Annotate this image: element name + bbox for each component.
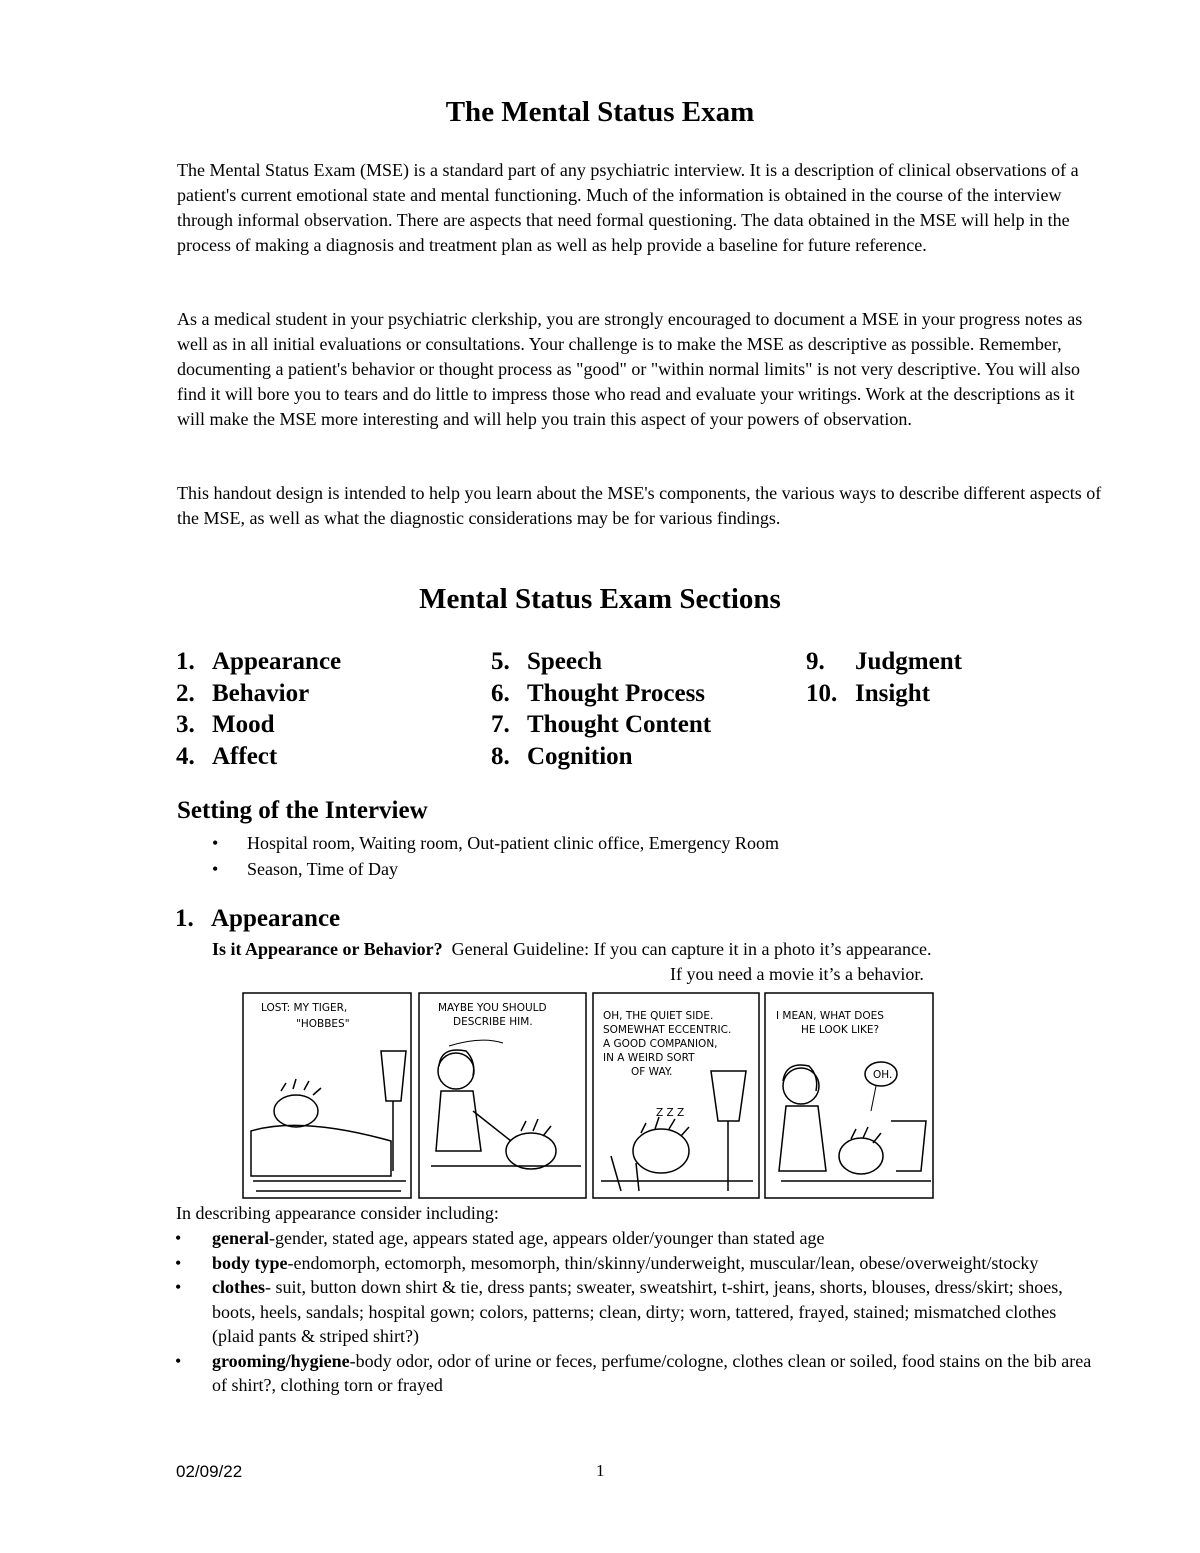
handout-paragraph: This handout design is intended to help you learn about the MSE's components, the various ways to describe different aspects of the MSE, as well as what the diagnostic considerations may be for various findings. <box>177 483 1102 528</box>
sections-title: Mental Status Exam Sections <box>419 583 781 615</box>
comic-text: DESCRIBE HIM. <box>453 1016 533 1028</box>
clerkship-paragraph: As a medical student in your psychiatric clerkship, you are strongly encouraged to document a MSE in your progress notes as well as in all initial evaluations or consultations. Your challenge is to make the MSE as descriptive as possible. Remember, documenting a patient's behavior or thought process as "good" or "within normal limits" is not very descriptive. You will also find it will bore you to tears and do little to impress those who read and evaluate your writings. Work at the descriptions as it will make the MSE more interesting and will help you train this aspect of your powers of observation. <box>177 309 1083 429</box>
sections-column-1 <box>176 646 341 772</box>
appearance-list <box>212 1226 1092 1398</box>
section-item: 6. Thought Process <box>491 679 706 707</box>
comic-text: OH. <box>873 1069 893 1081</box>
page-number: 1 <box>596 1461 605 1480</box>
setting-heading: Setting of the Interview <box>177 797 428 824</box>
list-item: • grooming/hygiene-body odor, odor of urine or feces, perfume/cologne, clothes clean or soiled, food stains on the bib area of shirt?, clothing torn or frayed <box>212 1349 1092 1398</box>
comic-strip <box>241 991 936 1201</box>
section-item: 7. Thought Content <box>491 711 712 738</box>
section-item: 5. Speech <box>491 648 602 675</box>
list-item: • Hospital room, Waiting room, Out-patient clinic office, Emergency Room <box>247 830 779 856</box>
comic-text: LOST: MY TIGER, <box>261 1002 348 1014</box>
comic-text: HE LOOK LIKE? <box>801 1024 880 1036</box>
setting-list <box>247 830 779 882</box>
list-item: • general-gender, stated age, appears stated age, appears older/younger than stated age <box>212 1226 1092 1251</box>
comic-text: MAYBE YOU SHOULD <box>438 1002 547 1014</box>
appearance-consider: In describing appearance consider including: <box>176 1203 499 1223</box>
section-item: 1. Appearance <box>176 648 342 675</box>
comic-text: A GOOD COMPANION, <box>603 1038 718 1050</box>
comic-text: Z Z Z <box>656 1107 685 1119</box>
guideline-question: Is it Appearance or Behavior? <box>212 939 443 959</box>
comic-text: "HOBBES" <box>296 1018 350 1030</box>
sections-column-2 <box>491 646 711 772</box>
comic-text: SOMEWHAT ECCENTRIC. <box>603 1024 732 1036</box>
sections-column-3 <box>806 646 962 709</box>
list-item: • clothes- suit, button down shirt & tie, dress pants; sweater, sweatshirt, t-shirt, jeans, shorts, blouses, dress/skirt; shoes, boots, heels, sandals; hospital gown; colors, patterns; clean, dirty; worn, tattered, frayed, stained; mismatched clothes (plaid pants & striped shirt?) <box>212 1275 1092 1349</box>
guideline-line: Is it Appearance or Behavior? General Guideline: If you can capture it in a photo it’s appearance. <box>212 939 932 959</box>
document-title: The Mental Status Exam <box>445 96 755 128</box>
section-item: 4. Affect <box>176 742 278 770</box>
comic-text: I MEAN, WHAT DOES <box>776 1010 884 1022</box>
appearance-heading: 1. Appearance <box>175 905 341 932</box>
section-item: 2. Behavior <box>176 679 310 707</box>
section-item: 3. Mood <box>176 711 275 738</box>
footer-date: 02/09/22 <box>176 1462 243 1481</box>
section-item: 9. Judgment <box>806 648 962 675</box>
list-item: • Season, Time of Day <box>247 856 779 882</box>
comic-text: OH, THE QUIET SIDE. <box>603 1010 714 1022</box>
comic-text: OF WAY. <box>631 1066 673 1078</box>
guideline-line-2: If you need a movie it’s a behavior. <box>670 964 924 984</box>
comic-text: IN A WEIRD SORT <box>603 1052 695 1064</box>
intro-paragraph: The Mental Status Exam (MSE) is a standard part of any psychiatric interview. It is a description of clinical observations of a patient's current emotional state and mental functioning. Much of the information is obtained in the course of the interview through informal observation. There are aspects that need formal questioning. The data obtained in the MSE will help in the process of making a diagnosis and treatment plan as well as help provide a baseline for future reference. <box>177 160 1079 255</box>
section-item: 8. Cognition <box>491 742 633 770</box>
list-item: • body type-endomorph, ectomorph, mesomorph, thin/skinny/underweight, muscular/lean, obese/overweight/stocky <box>212 1251 1092 1276</box>
section-item: 10. Insight <box>806 679 931 707</box>
